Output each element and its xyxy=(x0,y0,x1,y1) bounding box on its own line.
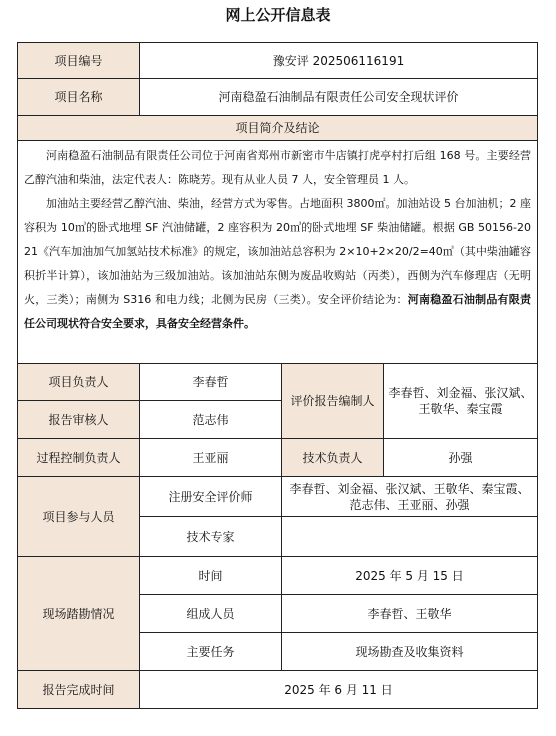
row-project-leader xyxy=(18,364,538,401)
survey-task-value: 现场勘查及收集资料 xyxy=(282,633,538,671)
survey-members-label: 组成人员 xyxy=(140,595,282,633)
report-reviewer-value: 范志伟 xyxy=(140,401,282,439)
row-participants-registered xyxy=(18,477,538,517)
project-name-label: 项目名称 xyxy=(18,79,140,116)
intro-heading: 项目简介及结论 xyxy=(18,116,538,141)
intro-paragraph-1: 河南稳盈石油制品有限责任公司位于河南省郑州市新密市牛店镇打虎亭村打后组 168 号。主要经营乙醇汽油和柴油，法定代表人：陈晓芳。现有从业人员 7 人，安全管理员 1 人。 xyxy=(24,149,531,186)
survey-task-label: 主要任务 xyxy=(140,633,282,671)
project-number-label: 项目编号 xyxy=(18,43,140,79)
row-intro-heading xyxy=(18,116,538,141)
process-control-value: 王亚丽 xyxy=(140,439,282,477)
site-survey-label: 现场踏勘情况 xyxy=(18,557,140,671)
registered-assessor-label: 注册安全评价师 xyxy=(140,477,282,517)
page-title: 网上公开信息表 xyxy=(225,6,331,24)
project-leader-label: 项目负责人 xyxy=(18,364,140,401)
info-table xyxy=(17,42,538,709)
tech-expert-label: 技术专家 xyxy=(140,517,282,557)
intro-paragraph-2-text: 加油站主要经营乙醇汽油、柴油，经营方式为零售。占地面积 3800㎡。加油站设 5 台加油机；2 座容积为 10㎥的卧式地埋 SF 汽油储罐，2 座容积为 20㎥的卧式地埋 SF 柴油储罐。根据 GB 50156-2021《汽车加油加气加氢站技术标准》的规定，该加油站总容积为 2×10+2×20/2=40㎥（其中柴油罐容积折半计算），该加油站为三级加油站。该加油站东侧为废品收购站（丙类），西侧为汽车修理店（无明火，三类）；南侧为 S316 和电力线；北侧为民房（三类）。安全评价结论为： xyxy=(24,197,531,306)
tech-leader-value: 孙强 xyxy=(384,439,538,477)
intro-conclusion: 河南稳盈石油制品有限责任公司现状符合安全要求，具备安全经营条件。 xyxy=(24,293,532,330)
intro-paragraph-2 xyxy=(24,192,531,336)
row-intro-body xyxy=(18,141,538,364)
participants-label: 项目参与人员 xyxy=(18,477,140,557)
process-control-label: 过程控制负责人 xyxy=(18,439,140,477)
project-leader-value: 李春哲 xyxy=(140,364,282,401)
survey-time-label: 时间 xyxy=(140,557,282,595)
report-editors-value: 李春哲、刘金福、张汉斌、王敬华、秦宝霞 xyxy=(384,364,538,439)
row-project-name xyxy=(18,79,538,116)
report-editors-label: 评价报告编制人 xyxy=(282,364,384,439)
report-reviewer-label: 报告审核人 xyxy=(18,401,140,439)
completion-label: 报告完成时间 xyxy=(18,671,140,709)
project-number-value: 豫安评 202506116191 xyxy=(140,43,538,79)
survey-time-value: 2025 年 5 月 15 日 xyxy=(282,557,538,595)
registered-assessor-value: 李春哲、刘金福、张汉斌、王敬华、秦宝霞、范志伟、王亚丽、孙强 xyxy=(282,477,538,517)
row-project-number xyxy=(18,43,538,79)
row-completion xyxy=(18,671,538,709)
row-process-control xyxy=(18,439,538,477)
tech-expert-value xyxy=(282,517,538,557)
intro-text xyxy=(18,141,538,364)
project-name-value: 河南稳盈石油制品有限责任公司安全现状评价 xyxy=(140,79,538,116)
completion-value: 2025 年 6 月 11 日 xyxy=(140,671,538,709)
row-survey-time xyxy=(18,557,538,595)
survey-members-value: 李春哲、王敬华 xyxy=(282,595,538,633)
tech-leader-label: 技术负责人 xyxy=(282,439,384,477)
